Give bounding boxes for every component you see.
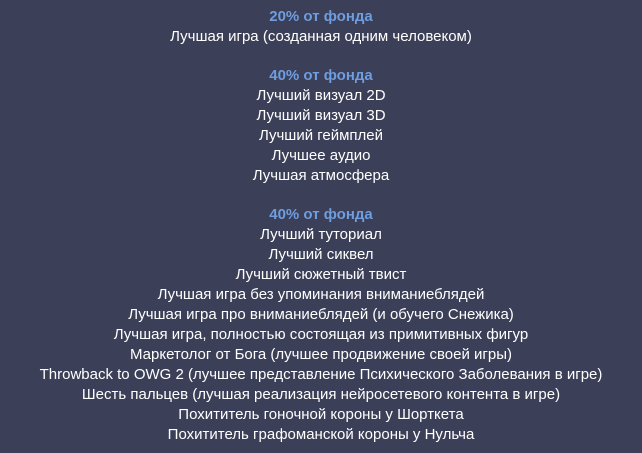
nomination-item: Лучший сюжетный твист — [235, 266, 407, 283]
prize-group-20 — [0, 7, 642, 47]
nomination-item: Лучшая игра без упоминания вниманиеблядей — [157, 286, 485, 303]
nomination-item: Throwback to OWG 2 (лучшее представление Психического Заболевания в игре) — [39, 366, 603, 383]
prize-share-heading: 40% от фонда — [269, 67, 373, 84]
nomination-item: Лучшая игра (созданная одним человеком) — [170, 28, 472, 45]
prize-group-40-b — [0, 205, 642, 445]
nomination-item: Лучший визуал 3D — [256, 107, 386, 124]
nomination-item: Похититель графоманской короны у Нульча — [167, 426, 475, 443]
nomination-item: Лучшая игра про вниманиеблядей (и обучего Снежика) — [128, 306, 514, 323]
prize-share-heading: 40% от фонда — [269, 206, 373, 223]
nomination-item: Лучшая атмосфера — [252, 167, 390, 184]
nomination-item: Лучший туториал — [260, 226, 382, 243]
nomination-item: Шесть пальцев (лучшая реализация нейросетевого контента в игре) — [81, 386, 561, 403]
nomination-item: Лучший геймплей — [258, 127, 384, 144]
nomination-item: Похититель гоночной короны у Шорткета — [178, 406, 464, 423]
prize-group-40-a — [0, 66, 642, 186]
prize-share-heading: 20% от фонда — [269, 8, 373, 25]
nomination-item: Лучшая игра, полностью состоящая из примитивных фигур — [113, 326, 529, 343]
nomination-item: Маркетолог от Бога (лучшее продвижение своей игры) — [129, 346, 512, 363]
nomination-item: Лучшее аудио — [271, 147, 371, 164]
nomination-item: Лучший сиквел — [268, 246, 374, 263]
nomination-item: Лучший визуал 2D — [256, 87, 386, 104]
